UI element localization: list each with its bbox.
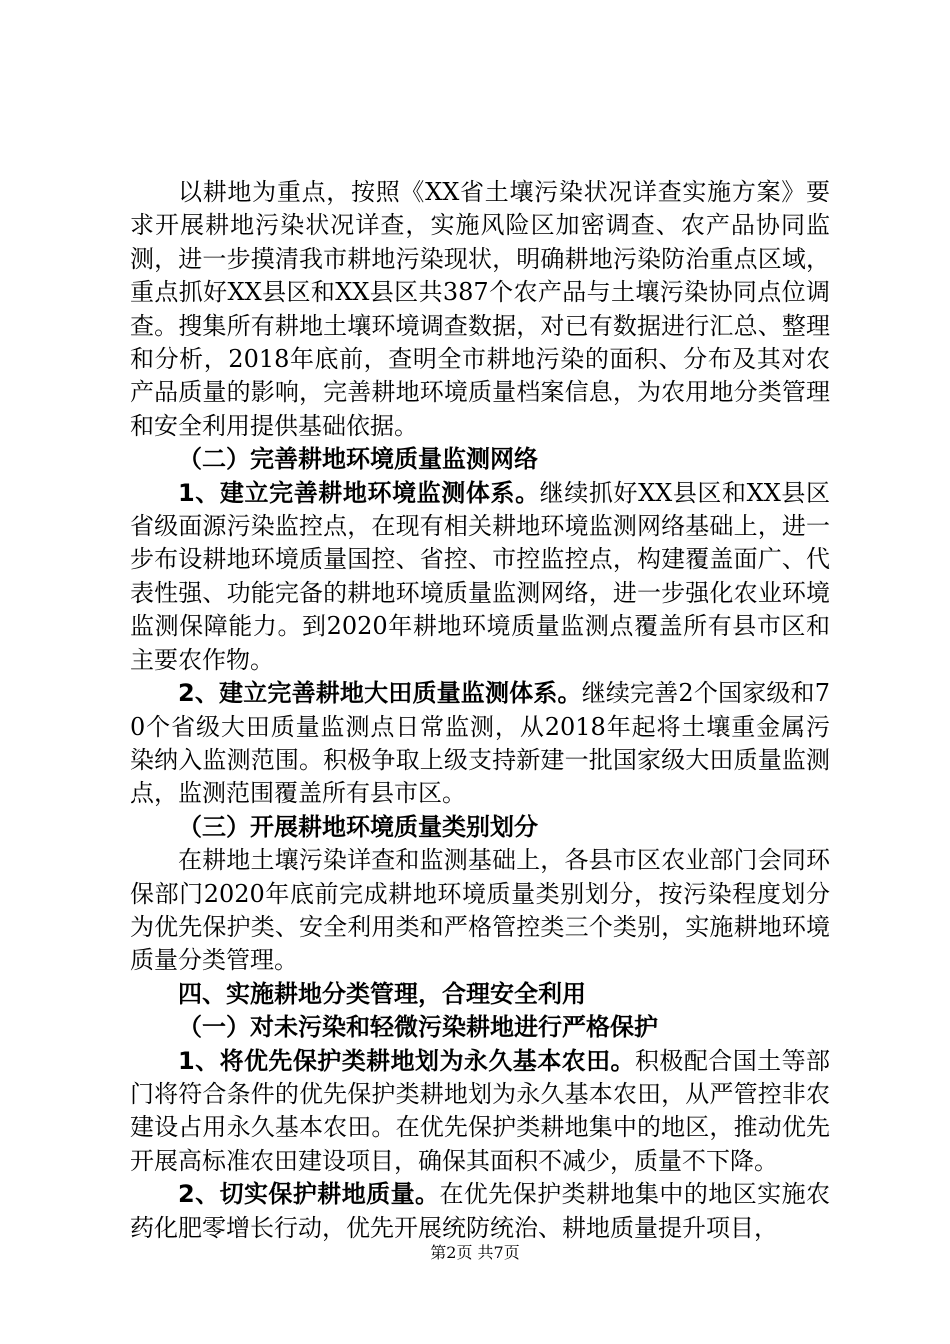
heading-strict-protection: （一）对未污染和轻微污染耕地进行严格保护 bbox=[178, 1013, 658, 1042]
paragraph-protect-quality bbox=[130, 1178, 830, 1245]
paragraph-body: 继续抓好XX县区和XX县区省级面源污染监控点，在现有相关耕地环境监测网络基础上，进一步布设耕地环境质量国控、省控、市控监控点，构建覆盖面广、代表性强、功能完备的耕地环境质量监测网络，进一步强化农业环境监测保障能力。到2020年耕地环境质量监测点覆盖所有县市区和主要农作物。 bbox=[130, 478, 830, 674]
paragraph-basic-farmland bbox=[130, 1045, 830, 1179]
paragraph-field-monitoring bbox=[130, 677, 830, 811]
heading-classification: （三）开展耕地环境质量类别划分 bbox=[178, 812, 538, 841]
paragraph-classification: 在耕地土壤污染详查和监测基础上，各县市区农业部门会同环保部门2020年底前完成耕地环境质量类别划分，按污染程度划分为优先保护类、安全利用类和严格管控类三个类别，实施耕地环境质量分类管理。 bbox=[130, 846, 830, 975]
paragraph-lead: 1、将优先保护类耕地划为永久基本农田。 bbox=[178, 1046, 635, 1075]
heading-section-four: 四、实施耕地分类管理，合理安全利用 bbox=[178, 979, 586, 1008]
page-number: 第2页 共7页 bbox=[430, 1243, 520, 1262]
paragraph-survey: 以耕地为重点，按照《XX省土壤污染状况详查实施方案》要求开展耕地污染状况详查，实施风险区加密调查、农产品协同监测，进一步摸清我市耕地污染现状，明确耕地污染防治重点区域，重点抓好XX县区和XX县区共387个农产品与土壤污染协同点位调查。搜集所有耕地土壤环境调查数据，对已有数据进行汇总、整理和分析，2018年底前，查明全市耕地污染的面积、分布及其对农产品质量的影响，完善耕地环境质量档案信息，为农用地分类管理和安全利用提供基础依据。 bbox=[130, 178, 830, 440]
paragraph-lead: 2、切实保护耕地质量。 bbox=[178, 1180, 440, 1209]
document-body bbox=[130, 176, 830, 1245]
paragraph-body: 继续完善2个国家级和70个省级大田质量监测点日常监测，从2018年起将土壤重金属污染纳入监测范围。积极争取上级支持新建一批国家级大田质量监测点，监测范围覆盖所有县市区。 bbox=[130, 679, 831, 808]
paragraph-monitoring-system bbox=[130, 477, 830, 677]
paragraph-lead: 2、建立完善耕地大田质量监测体系。 bbox=[178, 679, 582, 708]
paragraph-body: 积极配合国土等部门将符合条件的优先保护类耕地划为永久基本农田，从严管控非农建设占用永久基本农田。在优先保护类耕地集中的地区，推动优先开展高标准农田建设项目，确保其面积不减少，质量不下降。 bbox=[130, 1046, 831, 1175]
paragraph-lead: 1、建立完善耕地环境监测体系。 bbox=[178, 478, 540, 507]
paragraph-body: 在优先保护类耕地集中的地区实施农药化肥零增长行动，优先开展统防统治、耕地质量提升项目， bbox=[130, 1180, 831, 1242]
heading-monitoring-network: （二）完善耕地环境质量监测网络 bbox=[178, 445, 538, 474]
